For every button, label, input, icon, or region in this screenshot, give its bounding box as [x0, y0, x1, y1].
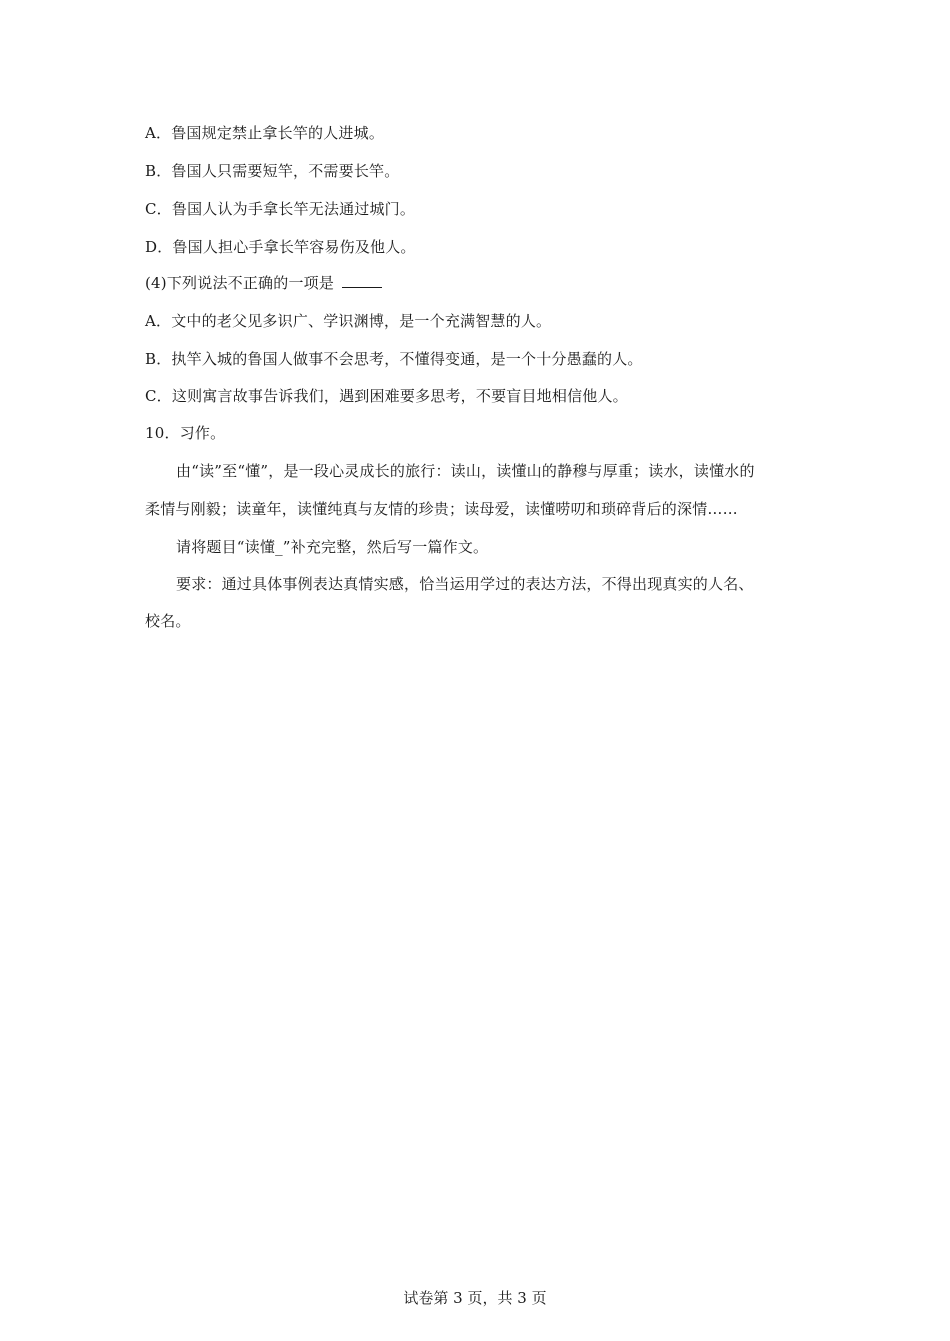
essay-requirements-line-1: 要求：通过具体事例表达真情实感，恰当运用学过的表达方法，不得出现真实的人名、: [176, 575, 754, 593]
essay-instruction: 请将题目“读懂_”补充完整，然后写一篇作文。: [176, 538, 489, 556]
q3-option-d: D．鲁国人担心手拿长竿容易伤及他人。: [145, 238, 416, 256]
q3-option-a: A．鲁国规定禁止拿长竿的人进城。: [145, 124, 385, 142]
essay-prompt-line-1: 由“读”至“懂”，是一段心灵成长的旅行：读山，读懂山的静穆与厚重；读水，读懂水的: [176, 462, 755, 480]
q4-option-a: A．文中的老父见多识广、学识渊博，是一个充满智慧的人。: [145, 312, 552, 330]
page-footer: 试卷第 3 页，共 3 页: [403, 1289, 547, 1307]
q4-stem: (4)下列说法不正确的一项是: [145, 274, 335, 292]
q4-option-c: C．这则寓言故事告诉我们，遇到困难要多思考，不要盲目地相信他人。: [145, 387, 628, 405]
essay-requirements-line-2: 校名。: [145, 612, 191, 630]
essay-heading: 10．习作。: [145, 424, 226, 442]
q4-stem-line: [145, 273, 382, 293]
answer-blank: [342, 273, 382, 288]
q3-option-b: B．鲁国人只需要短竿，不需要长竿。: [145, 162, 400, 180]
essay-prompt-line-2: 柔情与刚毅；读童年，读懂纯真与友情的珍贵；读母爱，读懂唠叨和琐碎背后的深情……: [145, 500, 738, 518]
q3-option-c: C．鲁国人认为手拿长竿无法通过城门。: [145, 200, 416, 218]
q4-option-b: B．执竿入城的鲁国人做事不会思考，不懂得变通，是一个十分愚蠢的人。: [145, 350, 643, 368]
